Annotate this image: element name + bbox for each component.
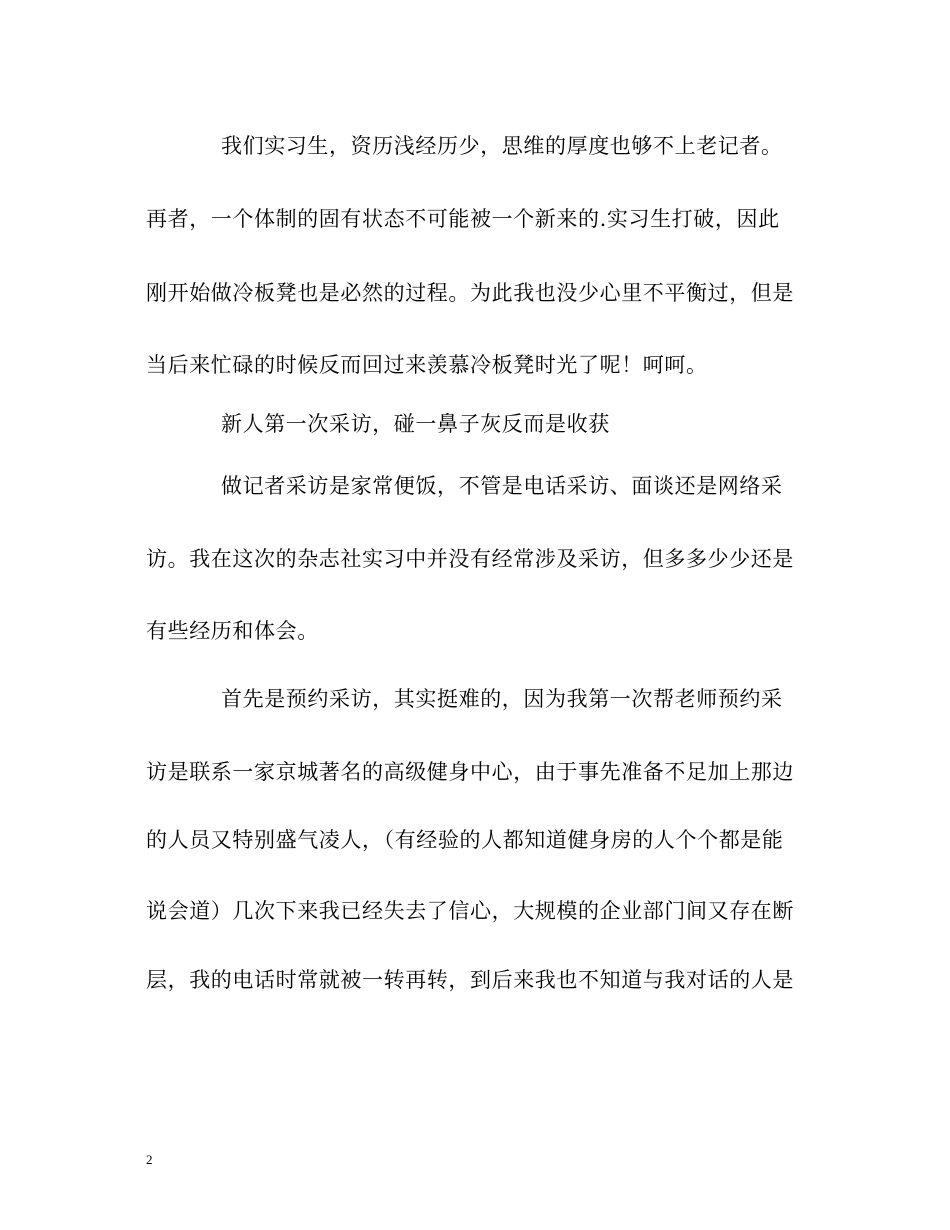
paragraph-line: 访。我在这次的杂志社实习中并没有经常涉及采访，但多多少少还是 bbox=[146, 547, 794, 571]
paragraph-line: 做记者采访是家常便饭，不管是电话采访、面谈还是网络采 bbox=[221, 474, 783, 498]
paragraph-line: 层，我的电话时常就被一转再转，到后来我也不知道与我对话的人是 bbox=[146, 968, 794, 992]
paragraph-line: 访是联系一家京城著名的高级健身中心，由于事先准备不足加上那边 bbox=[146, 760, 794, 784]
paragraph-line: 我们实习生，资历浅经历少，思维的厚度也够不上老记者。 bbox=[221, 134, 783, 158]
paragraph-line: 首先是预约采访，其实挺难的，因为我第一次帮老师预约采 bbox=[221, 687, 783, 711]
paragraph-line: 有些经历和体会。 bbox=[146, 619, 319, 643]
section-heading: 新人第一次采访，碰一鼻子灰反而是收获 bbox=[221, 412, 610, 436]
paragraph-line: 再者，一个体制的固有状态不可能被一个新来的.实习生打破，因此 bbox=[146, 207, 780, 231]
paragraph-line: 的人员又特别盛气凌人，（有经验的人都知道健身房的人个个都是能 bbox=[146, 828, 784, 852]
paragraph-line: 当后来忙碌的时候反而回过来羡慕冷板凳时光了呢！呵呵。 bbox=[146, 353, 708, 377]
paragraph-line: 刚开始做冷板凳也是必然的过程。为此我也没少心里不平衡过，但是 bbox=[146, 281, 794, 305]
page-number: 2 bbox=[146, 1152, 153, 1167]
paragraph-line: 说会道）几次下来我已经失去了信心，大规模的企业部门间又存在断 bbox=[146, 899, 794, 923]
